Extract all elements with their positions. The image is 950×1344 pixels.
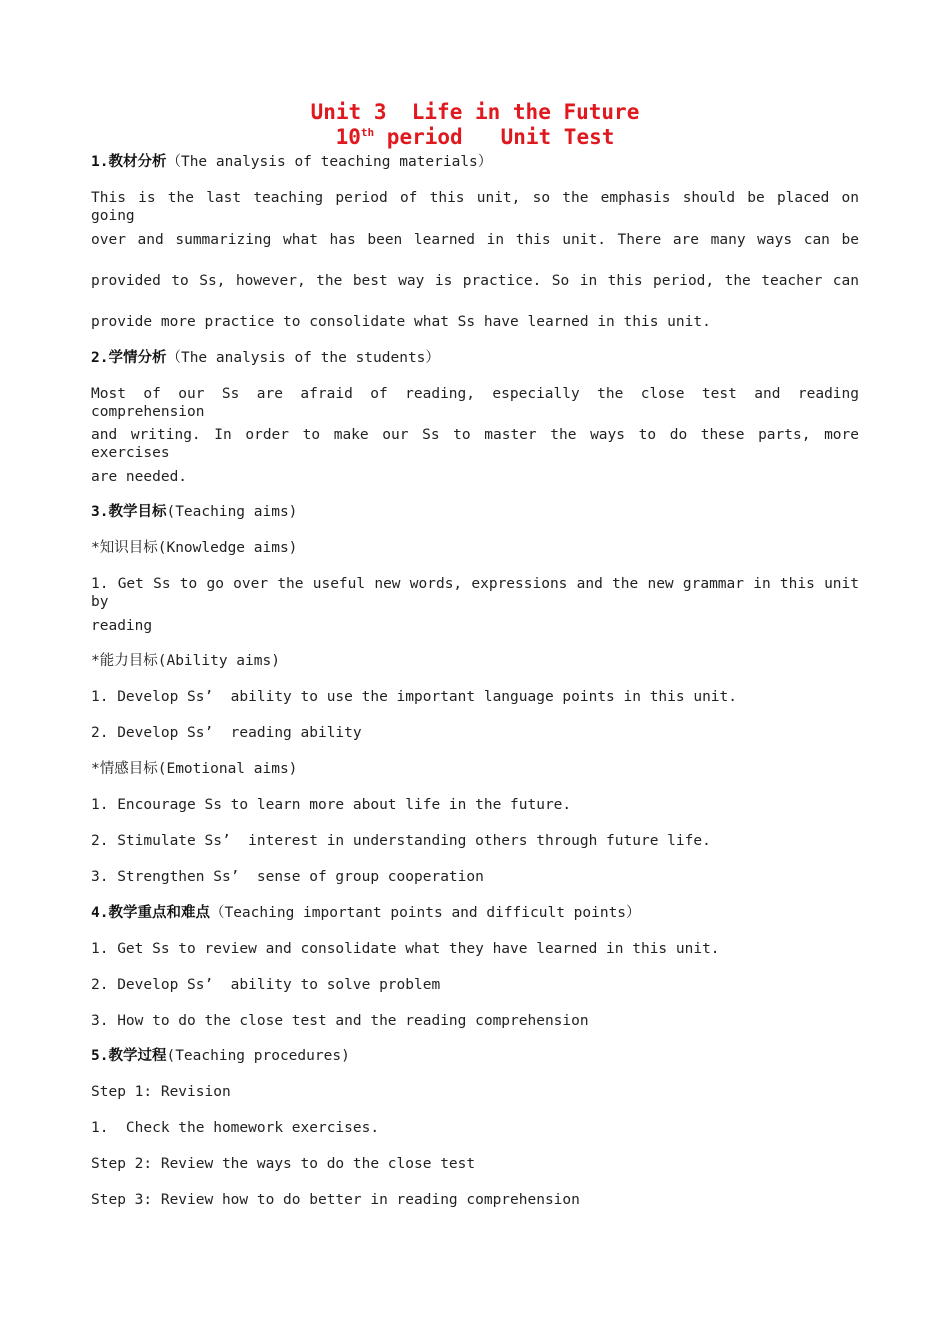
section-2-heading-en: （The analysis of the students） [166, 350, 440, 366]
procedure-step: Step 2: Review the ways to do the close test [91, 1156, 476, 1172]
section-2-heading [91, 349, 859, 367]
key-point-item: 3. How to do the close test and the reading comprehension [91, 1013, 589, 1029]
section-5-heading-en: (Teaching procedures) [166, 1048, 350, 1064]
section-1-heading-cn: 1.教材分析 [91, 154, 167, 170]
section-1-heading [91, 153, 859, 171]
section-1-paragraph-line: provided to Ss, however, the best way is practice. So in this period, the teacher can [91, 273, 859, 289]
section-2-paragraph-line: are needed. [91, 469, 188, 485]
title-period-text: period Unit Test [374, 125, 615, 149]
knowledge-aim-item: reading [91, 618, 153, 634]
section-1-paragraph-line: This is the last teaching period of this unit, so the emphasis should be placed on going [91, 190, 859, 224]
section-3-heading-cn: 3.教学目标 [91, 504, 167, 520]
emotional-aims-heading: *情感目标(Emotional aims) [91, 761, 298, 777]
procedure-step: 1. Check the homework exercises. [91, 1120, 380, 1136]
section-4-heading-en: （Teaching important points and difficult points） [209, 905, 641, 921]
procedure-step: Step 3: Review how to do better in reading comprehension [91, 1192, 580, 1208]
ability-aim-item: 2. Develop Ss’ reading ability [91, 725, 362, 741]
key-point-item: 1. Get Ss to review and consolidate what they have learned in this unit. [91, 941, 720, 957]
title-line-2 [0, 125, 950, 149]
key-point-item: 2. Develop Ss’ ability to solve problem [91, 977, 441, 993]
emotional-aim-item: 2. Stimulate Ss’ interest in understanding others through future life. [91, 833, 711, 849]
title-period-number: 10 [335, 125, 361, 149]
section-4-heading-cn: 4.教学重点和难点 [91, 905, 210, 921]
section-5-heading [91, 1047, 859, 1065]
emotional-aim-item: 3. Strengthen Ss’ sense of group cooperation [91, 869, 484, 885]
ability-aim-item: 1. Develop Ss’ ability to use the important language points in this unit. [91, 689, 738, 705]
section-4-heading [91, 904, 859, 922]
section-2-paragraph-line: and writing. In order to make our Ss to master the ways to do these parts, more exercises [91, 427, 859, 461]
section-5-heading-cn: 5.教学过程 [91, 1048, 167, 1064]
section-1-paragraph-line: provide more practice to consolidate what Ss have learned in this unit. [91, 314, 711, 330]
section-2-heading-cn: 2.学情分析 [91, 350, 167, 366]
section-3-heading [91, 503, 859, 521]
title-period-suffix: th [360, 126, 375, 139]
section-1-heading-en: （The analysis of teaching materials） [166, 154, 493, 170]
section-2-paragraph-line: Most of our Ss are afraid of reading, especially the close test and reading comprehension [91, 386, 859, 420]
section-3-heading-en: (Teaching aims) [166, 504, 298, 520]
ability-aims-heading: *能力目标(Ability aims) [91, 653, 280, 669]
section-1-paragraph-line: over and summarizing what has been learned in this unit. There are many ways can be [91, 232, 859, 248]
title-line-1: Unit 3 Life in the Future [310, 100, 640, 124]
procedure-step: Step 1: Revision [91, 1084, 231, 1100]
emotional-aim-item: 1. Encourage Ss to learn more about life in the future. [91, 797, 572, 813]
knowledge-aim-item: 1. Get Ss to go over the useful new words, expressions and the new grammar in this unit by [91, 576, 859, 610]
knowledge-aims-heading: *知识目标(Knowledge aims) [91, 540, 298, 556]
